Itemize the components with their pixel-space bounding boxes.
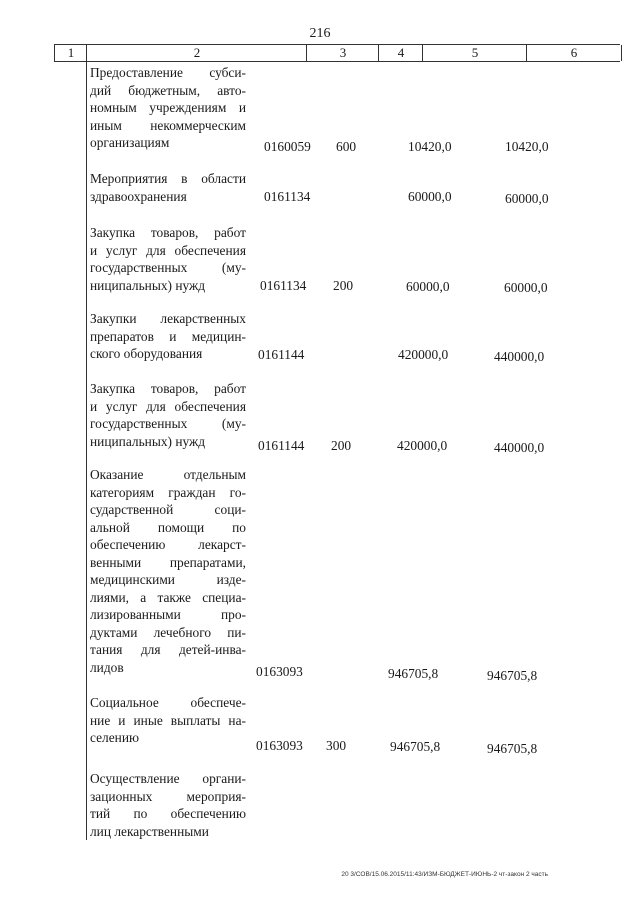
- description-line: препаратов и медицин-: [90, 328, 246, 344]
- description-line: ние и иные выплаты на-: [90, 712, 246, 728]
- row-code: 0160059: [264, 139, 311, 154]
- row-amount-col6: 440000,0: [494, 440, 545, 455]
- header-col-5: 5: [422, 45, 527, 61]
- description-line: венными препаратами,: [90, 554, 246, 570]
- row-amount-col6: 440000,0: [494, 349, 545, 364]
- description-line: лизированными про-: [90, 607, 246, 622]
- description-line: медицинскими изде-: [90, 572, 246, 587]
- column-divider: [86, 60, 87, 840]
- description-line: ского оборудования: [90, 346, 203, 361]
- row-description: [90, 770, 246, 840]
- header-col-2: 2: [86, 45, 307, 61]
- row-amount-col5: 10420,0: [408, 139, 452, 154]
- row-amount-col6: 60000,0: [504, 280, 548, 295]
- description-line: тий по обеспечению: [90, 806, 246, 821]
- row-expense-type: 200: [333, 278, 354, 293]
- table-header: [54, 44, 620, 62]
- row-code: 0161134: [260, 278, 307, 293]
- description-line: государственных (му-: [90, 260, 246, 275]
- row-code: 0163093: [256, 664, 303, 679]
- description-line: Осуществление органи-: [90, 771, 246, 786]
- description-line: категориям граждан го-: [90, 484, 246, 500]
- row-amount-col6: 60000,0: [505, 191, 549, 206]
- description-line: Оказание отдельным: [90, 467, 246, 482]
- row-amount-col5: 946705,8: [390, 739, 441, 754]
- description-line: лидов: [90, 659, 124, 675]
- row-amount-col5: 946705,8: [388, 666, 439, 681]
- description-line: и услуг для обеспечения: [90, 398, 246, 414]
- row-amount-col6: 946705,8: [487, 741, 538, 756]
- description-line: Предоставление субси-: [90, 65, 246, 80]
- description-line: зационных мероприя-: [90, 788, 246, 804]
- row-amount-col5: 420000,0: [397, 438, 448, 453]
- description-line: Закупка товаров, работ: [90, 225, 246, 240]
- description-line: селению: [90, 730, 140, 745]
- footer-text: 20 3/СОВ/15.06.2015/11:43/ИЗМ-БЮДЖЕТ-ИЮНЬ-2 чт-закон 2 часть: [341, 871, 548, 878]
- row-description: [90, 64, 246, 152]
- description-line: тания для детей-инва-: [90, 642, 246, 657]
- header-col-4: 4: [378, 45, 423, 61]
- header-col-6: 6: [526, 45, 622, 61]
- row-description: [90, 310, 246, 363]
- row-description: [90, 170, 246, 205]
- description-line: Закупки лекарственных: [90, 311, 246, 326]
- description-line: государственных (му-: [90, 416, 246, 431]
- row-expense-type: 300: [326, 738, 347, 753]
- row-amount-col5: 60000,0: [408, 189, 452, 204]
- row-code: 0161144: [258, 347, 305, 362]
- row-code: 0161134: [264, 189, 311, 204]
- row-expense-type: 600: [336, 139, 357, 154]
- description-line: ниципальных) нужд: [90, 433, 206, 449]
- description-line: дий бюджетным, авто-: [90, 82, 246, 98]
- page-number: 216: [309, 26, 331, 41]
- description-line: дуктами лечебного пи-: [90, 624, 246, 640]
- row-description: [90, 466, 246, 676]
- description-line: сударственной соци-: [90, 502, 246, 517]
- description-line: иным некоммерческим: [90, 117, 246, 133]
- description-line: обеспечению лекарст-: [90, 537, 246, 552]
- header-col-1: 1: [54, 45, 87, 61]
- description-line: Закупка товаров, работ: [90, 381, 246, 396]
- description-line: номным учреждениям и: [90, 100, 246, 115]
- description-line: и услуг для обеспечения: [90, 242, 246, 258]
- description-line: здравоохранения: [90, 188, 187, 204]
- header-col-3: 3: [306, 45, 379, 61]
- description-line: лиями, а также специа-: [90, 589, 246, 605]
- row-description: [90, 224, 246, 294]
- description-line: лиц лекарственными: [90, 823, 209, 839]
- row-amount-col6: 10420,0: [505, 139, 549, 154]
- row-amount-col6: 946705,8: [487, 668, 538, 683]
- description-line: альной помощи по: [90, 519, 246, 535]
- row-code: 0163093: [256, 738, 303, 753]
- row-code: 0161144: [258, 438, 305, 453]
- description-line: Социальное обеспече-: [90, 695, 246, 710]
- row-description: [90, 694, 246, 747]
- description-line: Мероприятия в области: [90, 171, 246, 186]
- row-amount-col5: 60000,0: [406, 279, 450, 294]
- row-description: [90, 380, 246, 450]
- description-line: ниципальных) нужд: [90, 277, 206, 293]
- row-amount-col5: 420000,0: [398, 347, 449, 362]
- row-expense-type: 200: [331, 438, 352, 453]
- description-line: организациям: [90, 135, 170, 150]
